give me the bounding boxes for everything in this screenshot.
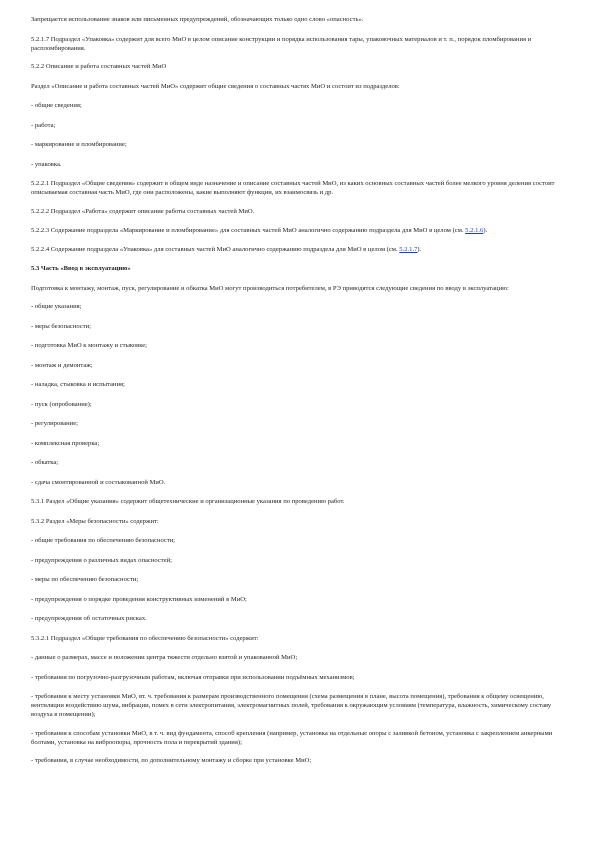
paragraph: 5.2.2.3 Содержание подраздела «Маркирование и пломбирование» для составных частей МиО аналогично содержанию подраздела для МиО в целом (см. 5.2.1.6).: [31, 227, 488, 234]
list-item: - требования к способам установки МиО, в т. ч. вид фундамента, способ крепления (например, установка на отдельные опоры с заливкой бетоном, установка с закреплением анкерными болтами, установка на виброопоры, прочность пола и перекрытий здания);: [31, 729, 553, 746]
paragraph: 5.3.2.1 Подраздел «Общие требования по обеспечению безопасности» содержит:: [31, 634, 259, 642]
list-item: - упаковка.: [31, 160, 62, 168]
list-item: - пуск (опробование);: [31, 400, 92, 408]
paragraph: 5.2.2.4 Содержание подраздела «Упаковка» для составных частей МиО аналогично содержанию подраздела для МиО в целом (см. 5.2.1.7).: [31, 245, 422, 253]
list-item: - монтаж и демонтаж;: [31, 361, 93, 369]
paragraph: Запрещается использование знаков или письменных предупреждений, обозначающих только одно слово «опасность».: [31, 16, 364, 23]
list-item: - общие требования по обеспечению безопасности;: [31, 537, 176, 544]
paragraph: 5.2.1.7 Подраздел «Упаковка» содержит для всего МиО в целом описание конструкции и порядка использования тары, упаковочных материалов и т. п., порядок пломбирования и распломбирования.: [31, 35, 532, 52]
list-item: - подготовка МиО к монтажу и стыковке;: [31, 342, 148, 349]
paragraph: Раздел «Описание и работа составных частей МиО» содержит общие сведения о составных частях МиО и состоит из подразделов:: [31, 82, 400, 90]
list-item: - меры безопасности;: [31, 322, 91, 330]
list-item: - маркирование и пломбирование;: [31, 141, 127, 148]
paragraph: 5.3.2 Раздел «Меры безопасности» содержит:: [31, 517, 159, 525]
list-item: - требования к месту установки МиО, вт. ч. требования к размерам производственного помещения (схема размещения в плане, высота помещения), требования к общему освещению, вентиляции воздействию шума, вибрации, помех в сети электропитания, электромагнитных полей, требования к окружающим условиям (температура, влажность, химическому составу воздуха в помещении);: [31, 693, 552, 718]
list-item: - работа;: [31, 121, 56, 129]
list-item: - обкатка;: [31, 459, 59, 466]
paragraph: 5.2.2.1 Подраздел «Общие сведения» содержит в общем виде назначение и описание составных частей МиО, из каких основных составных частей более мелкого уровня деления состоит описываемая составная часть МиО, где они расположены, какие выполняют функции, их взаимосвязь и др.: [31, 180, 555, 196]
list-item: - требования, в случае необходимости, по дополнительному монтажу и сборке при установке МиО;: [31, 757, 312, 764]
list-item: - меры по обеспечению безопасности;: [31, 576, 139, 583]
section-heading: 5.3 Часть «Ввод в эксплуатацию»: [31, 265, 131, 272]
paragraph: 5.3.1 Раздел «Общие указания» содержит общетехнические и организационные указания по проведению работ.: [31, 498, 345, 505]
document-body: [31, 15, 565, 776]
cross-reference-link[interactable]: 5.2.1.7: [399, 245, 418, 253]
list-item: - сдача смонтированной и состыкованной МиО.: [31, 478, 166, 486]
list-item: - общие указания;: [31, 303, 82, 310]
list-item: - предупреждения об остаточных рисках.: [31, 615, 147, 622]
paragraph: Подготовка к монтажу, монтаж, пуск, регулирование и обкатка МиО могут производиться потребителем, в РЭ приводятся следующие сведения по вводу в эксплуатацию:: [31, 284, 509, 292]
cross-reference-link[interactable]: 5.2.1.6: [465, 227, 484, 234]
list-item: - данные о размерах, массе и положении центра тяжести отдельно взятой и упакованной МиО;: [31, 654, 298, 661]
list-item: - предупреждения о различных видах опасностей;: [31, 556, 172, 564]
list-item: - требования по погрузочно-разгрузочным работам, включая отправки при использовании подъёмных механизмов;: [31, 673, 355, 681]
list-item: - комплексная проверка;: [31, 439, 100, 447]
list-item: - общие сведения;: [31, 102, 82, 109]
list-item: - наладка, стыковка и испытания;: [31, 381, 125, 388]
list-item: - регулирование;: [31, 420, 78, 427]
section-heading: 5.2.2 Описание и работа составных частей МиО: [31, 63, 167, 70]
paragraph: 5.2.2.2 Подраздел «Работа» содержит описание работы составных частей МиО.: [31, 207, 255, 215]
list-item: - предупреждения о порядке проведения конструктивных изменений в МиО;: [31, 595, 247, 603]
